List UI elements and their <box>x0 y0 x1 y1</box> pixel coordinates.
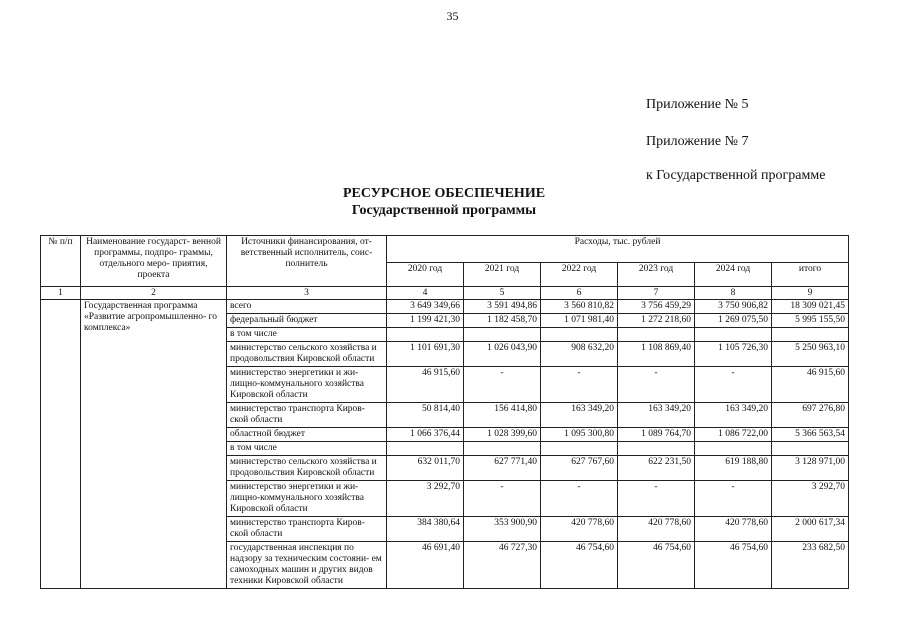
value-cell: 163 349,20 <box>695 403 772 428</box>
value-cell: 1 272 218,60 <box>618 314 695 328</box>
value-cell: 908 632,20 <box>541 342 618 367</box>
value-cell: 156 414,80 <box>464 403 541 428</box>
header-expenses: Расходы, тыс. рублей <box>387 236 849 263</box>
value-cell: 622 231,50 <box>618 456 695 481</box>
resource-table <box>40 235 849 589</box>
value-cell: 50 814,40 <box>387 403 464 428</box>
value-cell: 3 750 906,82 <box>695 300 772 314</box>
appendix-line-3: к Государственной программе <box>646 168 826 183</box>
value-cell: 1 269 075,50 <box>695 314 772 328</box>
value-cell: 3 560 810,82 <box>541 300 618 314</box>
source-cell: в том числе <box>227 442 387 456</box>
appendix-line-1: Приложение № 5 <box>646 97 749 112</box>
value-cell: 3 756 459,29 <box>618 300 695 314</box>
value-cell: 46 691,40 <box>387 542 464 589</box>
page-number: 35 <box>446 9 459 23</box>
program-name-cell: Государственная программа «Развитие агропромышленно- го комплекса» <box>81 300 227 589</box>
value-cell: 46 754,60 <box>541 542 618 589</box>
total-cell: 697 276,80 <box>772 403 849 428</box>
header-year-2024: 2024 год <box>695 263 772 287</box>
appendix-line-2: Приложение № 7 <box>646 134 749 149</box>
value-cell: - <box>695 367 772 403</box>
value-cell: 420 778,60 <box>541 517 618 542</box>
value-cell <box>618 442 695 456</box>
total-cell: 5 250 963,10 <box>772 342 849 367</box>
total-cell: 233 682,50 <box>772 542 849 589</box>
value-cell: - <box>464 481 541 517</box>
value-cell: 627 771,40 <box>464 456 541 481</box>
column-number: 2 <box>81 287 227 300</box>
header-total: итого <box>772 263 849 287</box>
value-cell: 1 095 300,80 <box>541 428 618 442</box>
header-year-2022: 2022 год <box>541 263 618 287</box>
document-subtitle: Государственной программы <box>351 203 537 218</box>
value-cell: 1 199 421,30 <box>387 314 464 328</box>
value-cell: 619 188,80 <box>695 456 772 481</box>
value-cell: - <box>541 481 618 517</box>
value-cell: 627 767,60 <box>541 456 618 481</box>
total-cell: 18 309 021,45 <box>772 300 849 314</box>
header-num: № п/п <box>41 236 81 287</box>
column-number: 6 <box>541 287 618 300</box>
source-cell: министерство энергетики и жи- лищно-коммунального хозяйства Кировской области <box>227 367 387 403</box>
value-cell: 1 182 458,70 <box>464 314 541 328</box>
column-number: 9 <box>772 287 849 300</box>
column-number: 7 <box>618 287 695 300</box>
value-cell <box>387 328 464 342</box>
value-cell: 46 754,60 <box>695 542 772 589</box>
source-cell: федеральный бюджет <box>227 314 387 328</box>
value-cell <box>695 442 772 456</box>
source-cell: министерство транспорта Киров- ской области <box>227 403 387 428</box>
value-cell: 46 727,30 <box>464 542 541 589</box>
source-cell: всего <box>227 300 387 314</box>
header-name: Наименование государст- венной программы, подпро- граммы, отдельного меро- приятия, проекта <box>81 236 227 287</box>
value-cell: 420 778,60 <box>695 517 772 542</box>
header-source: Источники финансирования, от- ветственный исполнитель, соис- полнитель <box>227 236 387 287</box>
value-cell: - <box>618 367 695 403</box>
value-cell: - <box>695 481 772 517</box>
header-year-2021: 2021 год <box>464 263 541 287</box>
source-cell: областной бюджет <box>227 428 387 442</box>
value-cell: 420 778,60 <box>618 517 695 542</box>
header-year-2023: 2023 год <box>618 263 695 287</box>
value-cell: - <box>618 481 695 517</box>
table-row <box>41 300 849 314</box>
value-cell: 163 349,20 <box>618 403 695 428</box>
header-row <box>41 236 849 263</box>
row-number-cell <box>41 300 81 589</box>
value-cell <box>695 328 772 342</box>
total-cell: 5 366 563,54 <box>772 428 849 442</box>
column-number-row <box>41 287 849 300</box>
source-cell: министерство транспорта Киров- ской области <box>227 517 387 542</box>
total-cell: 3 128 971,00 <box>772 456 849 481</box>
value-cell <box>541 442 618 456</box>
value-cell: 1 089 764,70 <box>618 428 695 442</box>
value-cell: - <box>464 367 541 403</box>
column-number: 1 <box>41 287 81 300</box>
source-cell: министерство сельского хозяйства и продовольствия Кировской области <box>227 456 387 481</box>
total-cell: 46 915,60 <box>772 367 849 403</box>
value-cell <box>541 328 618 342</box>
value-cell: 1 086 722,00 <box>695 428 772 442</box>
total-cell <box>772 328 849 342</box>
value-cell: 1 026 043,90 <box>464 342 541 367</box>
document-title: РЕСУРСНОЕ ОБЕСПЕЧЕНИЕ <box>342 186 546 201</box>
source-cell: государственная инспекция по надзору за техническим состояни- ем самоходных машин и других видов техники Кировской области <box>227 542 387 589</box>
value-cell: 632 011,70 <box>387 456 464 481</box>
column-number: 5 <box>464 287 541 300</box>
value-cell: 1 071 981,40 <box>541 314 618 328</box>
value-cell: 46 754,60 <box>618 542 695 589</box>
value-cell: 1 101 691,30 <box>387 342 464 367</box>
value-cell: 3 649 349,66 <box>387 300 464 314</box>
header-year-2020: 2020 год <box>387 263 464 287</box>
value-cell <box>464 442 541 456</box>
value-cell: 163 349,20 <box>541 403 618 428</box>
value-cell: 1 028 399,60 <box>464 428 541 442</box>
table-body <box>41 300 849 589</box>
value-cell: 3 292,70 <box>387 481 464 517</box>
value-cell <box>464 328 541 342</box>
value-cell: 384 380,64 <box>387 517 464 542</box>
total-cell <box>772 442 849 456</box>
total-cell: 5 995 155,50 <box>772 314 849 328</box>
source-cell: министерство сельского хозяйства и продовольствия Кировской области <box>227 342 387 367</box>
column-number: 3 <box>227 287 387 300</box>
value-cell <box>387 442 464 456</box>
value-cell: - <box>541 367 618 403</box>
value-cell: 1 066 376,44 <box>387 428 464 442</box>
value-cell <box>618 328 695 342</box>
value-cell: 353 900,90 <box>464 517 541 542</box>
total-cell: 2 000 617,34 <box>772 517 849 542</box>
value-cell: 46 915,60 <box>387 367 464 403</box>
column-number: 8 <box>695 287 772 300</box>
column-number: 4 <box>387 287 464 300</box>
source-cell: министерство энергетики и жи- лищно-коммунального хозяйства Кировской области <box>227 481 387 517</box>
value-cell: 3 591 494,86 <box>464 300 541 314</box>
total-cell: 3 292,70 <box>772 481 849 517</box>
source-cell: в том числе <box>227 328 387 342</box>
value-cell: 1 108 869,40 <box>618 342 695 367</box>
value-cell: 1 105 726,30 <box>695 342 772 367</box>
